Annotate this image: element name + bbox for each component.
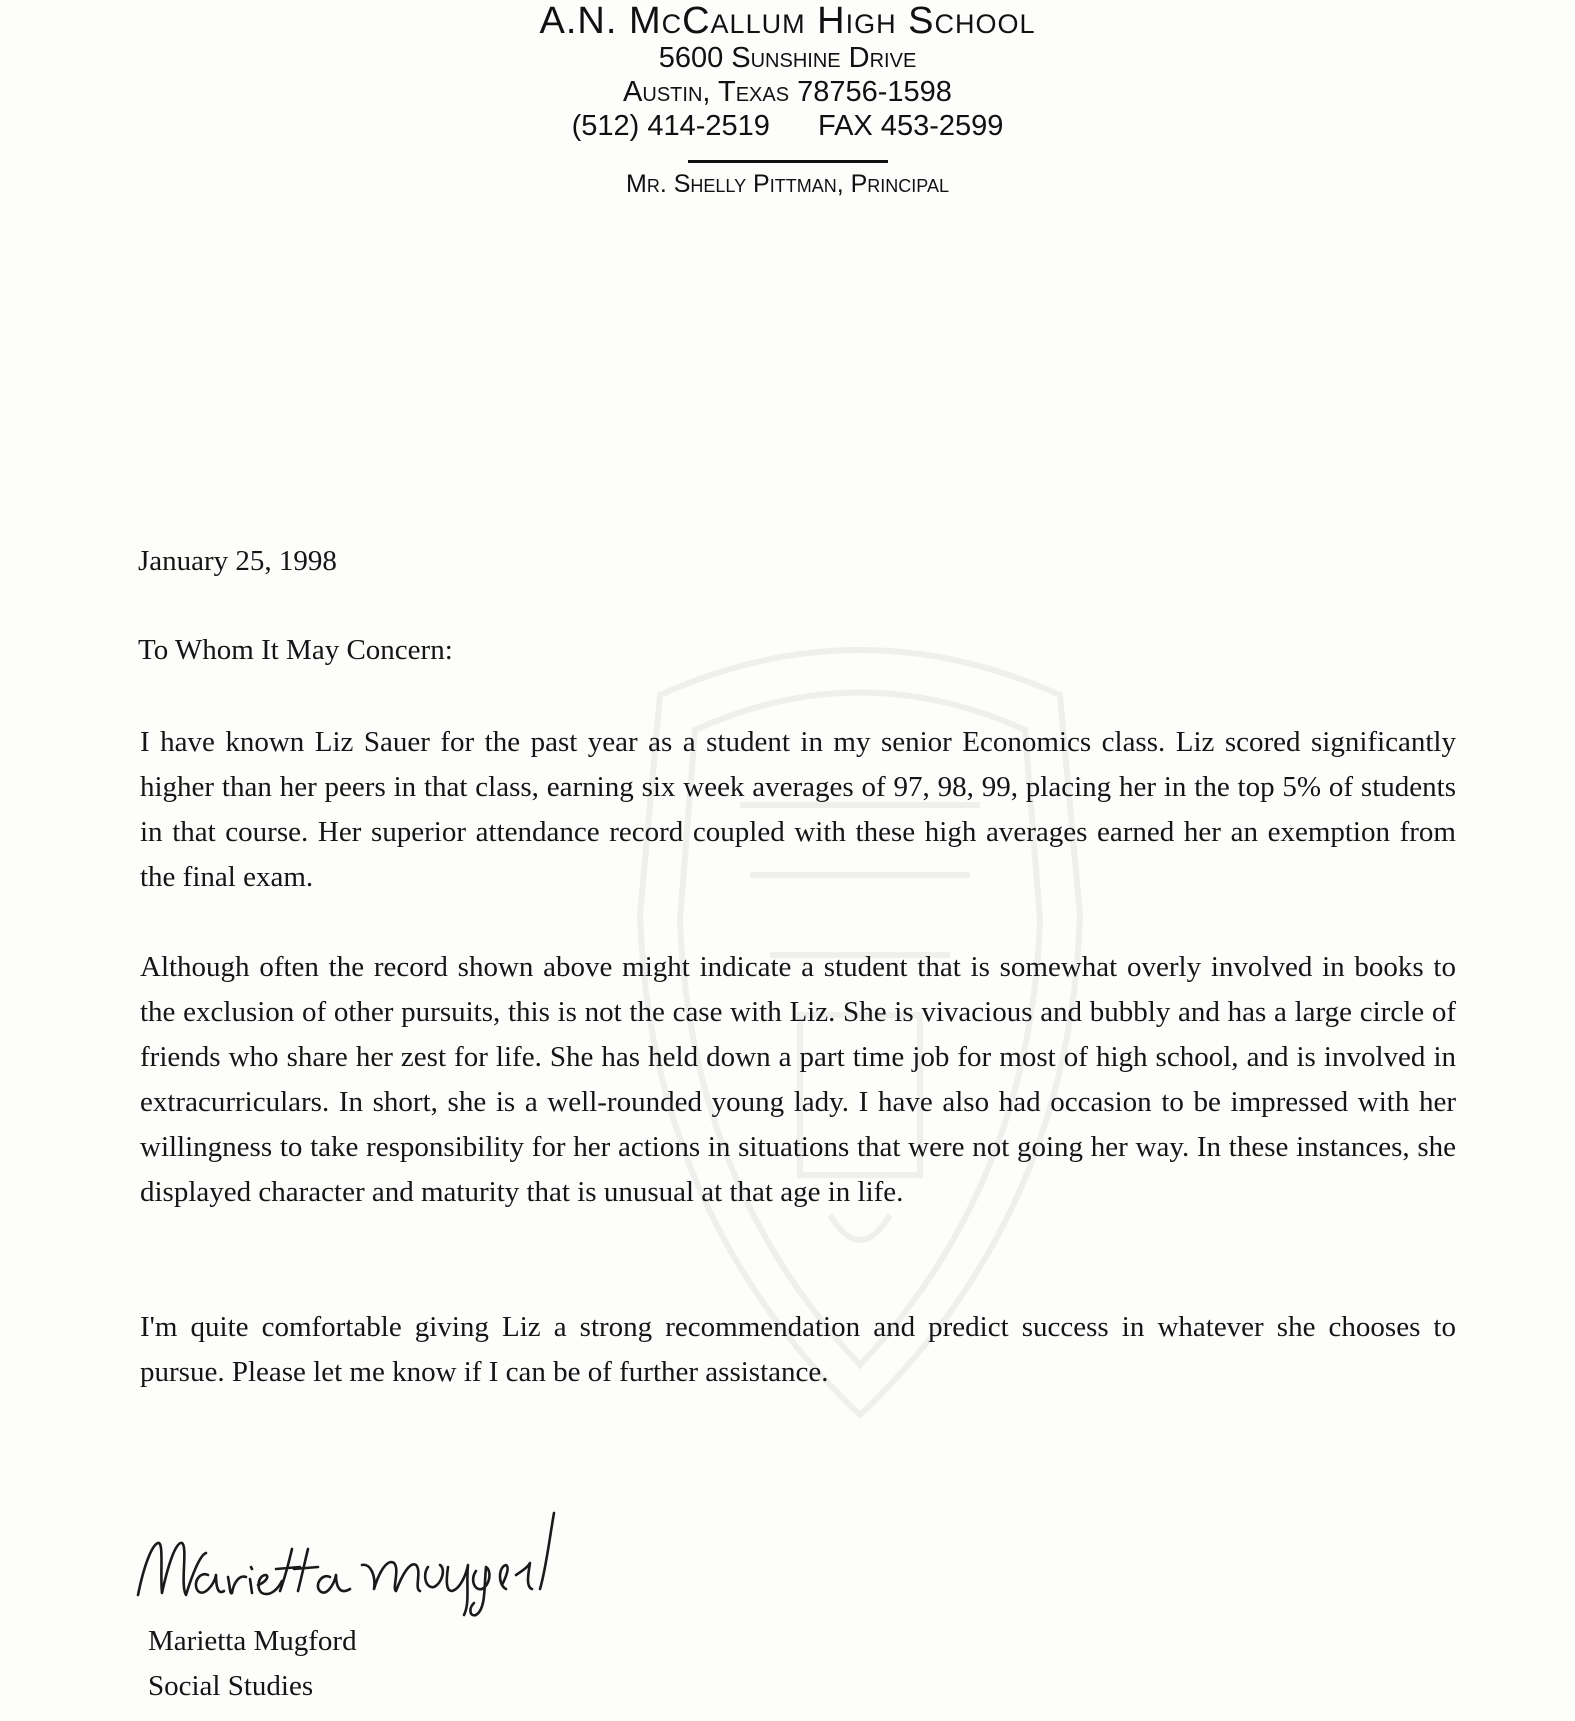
letter-paragraph: I have known Liz Sauer for the past year as a student in my senior Economics class. Liz scored significantly higher than her peers in that class, earning six week averages of 97, 98, 99, placing her in the top 5% of students in that course. Her superior attendance record coupled with these high averages earned her an exemption from the final exam. xyxy=(140,726,1456,893)
school-contact-line xyxy=(0,110,1575,143)
signer-name: Marietta Mugford xyxy=(148,1625,357,1657)
school-phone: (512) 414-2519 xyxy=(571,110,770,142)
letter-paragraph: I'm quite comfortable giving Liz a strong recommendation and predict success in whatever she chooses to pursue. Please let me know if I can be of further assistance. xyxy=(140,1311,1456,1388)
letter-salutation: To Whom It May Concern: xyxy=(138,634,453,666)
school-street: 5600 Sunshine Drive xyxy=(658,42,917,74)
handwritten-signature xyxy=(130,1505,600,1620)
school-fax: FAX 453-2599 xyxy=(817,110,1004,142)
school-name: A.N. McCallum High School xyxy=(539,0,1036,42)
signer-department: Social Studies xyxy=(148,1670,314,1702)
school-city: Austin, Texas 78756-1598 xyxy=(623,76,952,108)
letter-date: January 25, 1998 xyxy=(138,545,337,577)
letterhead-divider xyxy=(688,160,888,163)
letter-paragraph: Although often the record shown above might indicate a student that is somewhat overly involved in books to the exclusion of other pursuits, this is not the case with Liz. She is vivacious and bubbly and has a large circle of friends who share her zest for life. She has held down a part time job for most of high school, and is involved in extracurriculars. In short, she is a well-rounded young lady. I have also had occasion to be impressed with her willingness to take responsibility for her actions in situations that were not going her way. In these instances, she displayed character and maturity that is unusual at that age in life. xyxy=(140,951,1456,1208)
principal-line: Mr. Shelly Pittman, Principal xyxy=(626,170,949,198)
